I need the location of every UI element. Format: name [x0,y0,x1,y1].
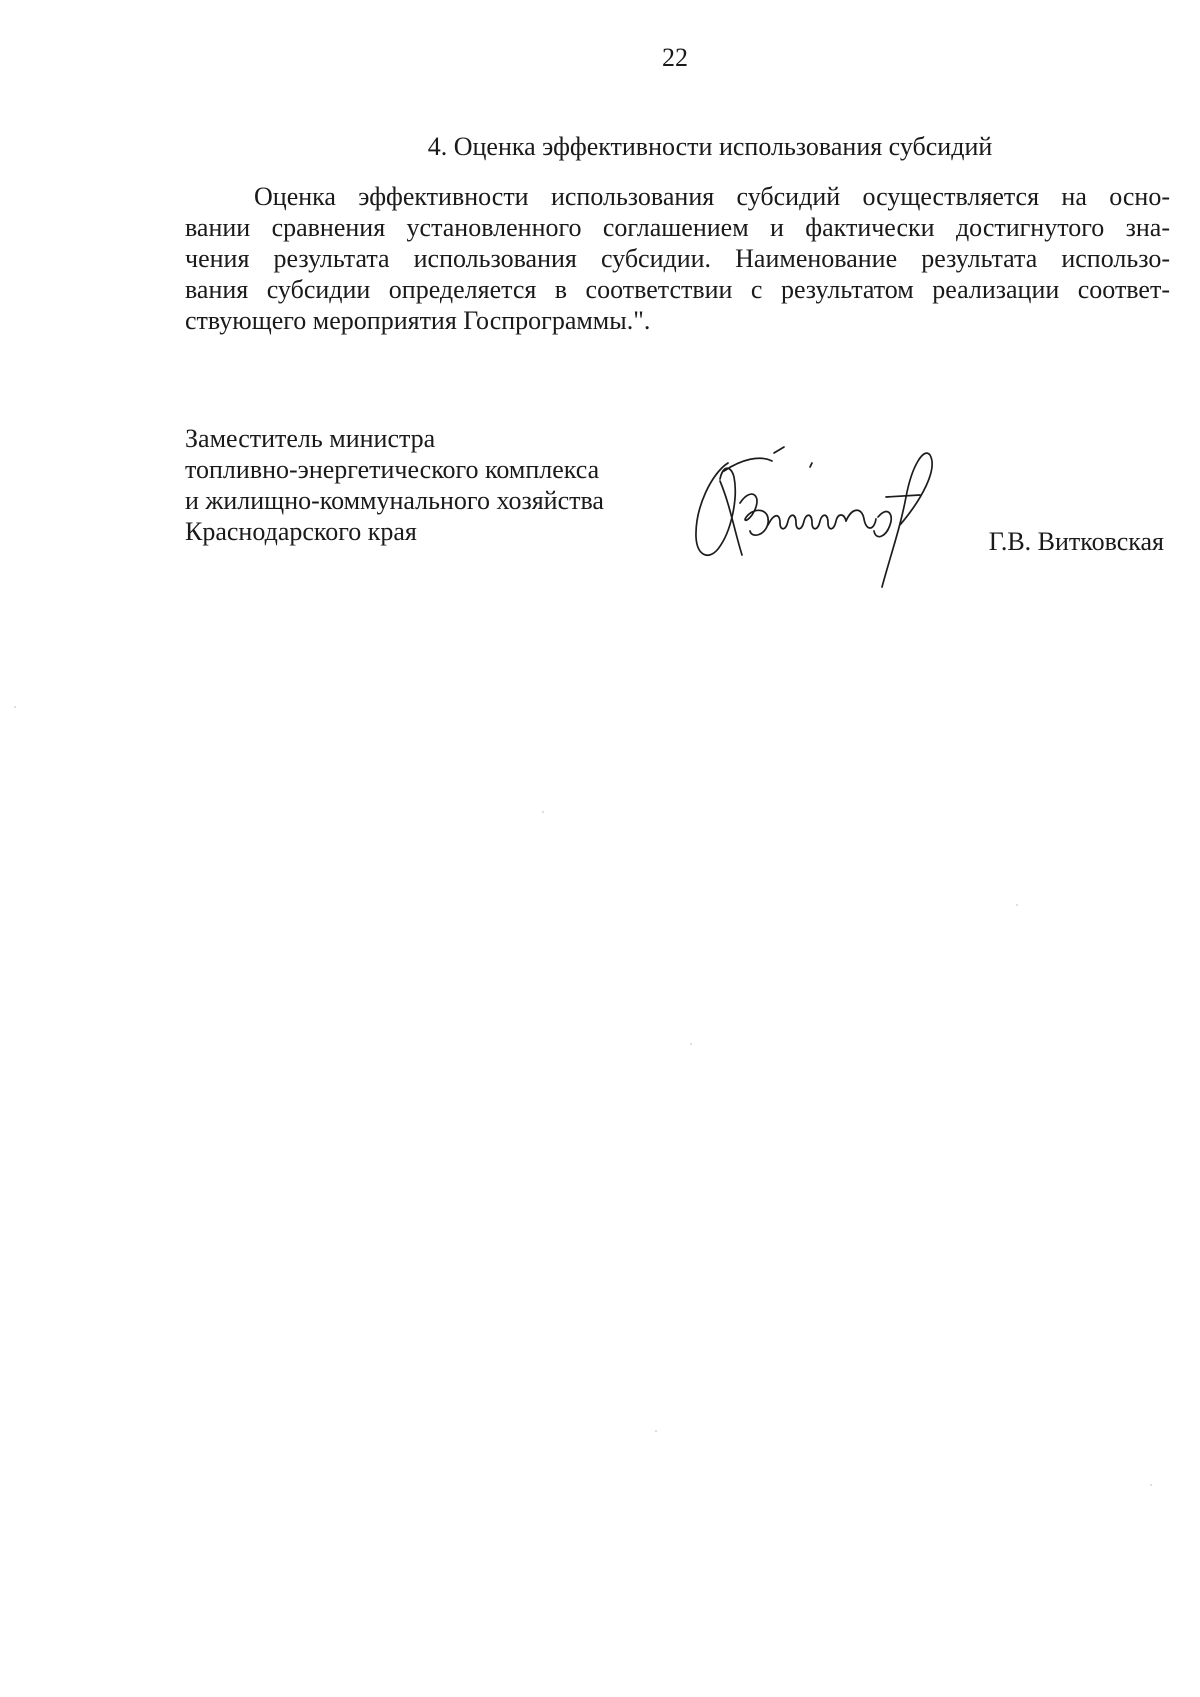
signatory-title-line: Краснодарского края [185,517,417,546]
paragraph-line: вания субсидии определяется в соответствии с результатом реализации соответ- [185,275,1170,304]
signatory-title [185,423,655,547]
paragraph-line: ствующего мероприятия Госпрограммы.". [185,306,651,335]
section-title: 4. Оценка эффективности использования субсидий [427,132,993,161]
scan-speck [14,706,16,708]
signatory-title-line: топливно-энергетического комплекса [185,455,600,484]
handwritten-signature [690,445,955,605]
signatory-title-line: Заместитель министра [185,424,436,453]
scan-speck [690,1043,692,1045]
page-number: 22 [662,43,688,72]
paragraph-line: Оценка эффективности использования субсидий осуществляется на осно- [254,182,1170,211]
scan-speck [655,1430,657,1432]
paragraph-line: чения результата использования субсидии. Наименование результата использо- [185,244,1170,273]
scan-speck [542,811,544,813]
body-paragraph [185,181,1170,336]
scan-speck [1016,904,1018,906]
signer-name: Г.В. Витковская [988,527,1164,556]
signatory-title-line: и жилищно-коммунального хозяйства [185,486,604,515]
scan-speck [1150,1484,1152,1486]
paragraph-line: вании сравнения установленного соглашением и фактически достигнутого зна- [185,213,1170,242]
